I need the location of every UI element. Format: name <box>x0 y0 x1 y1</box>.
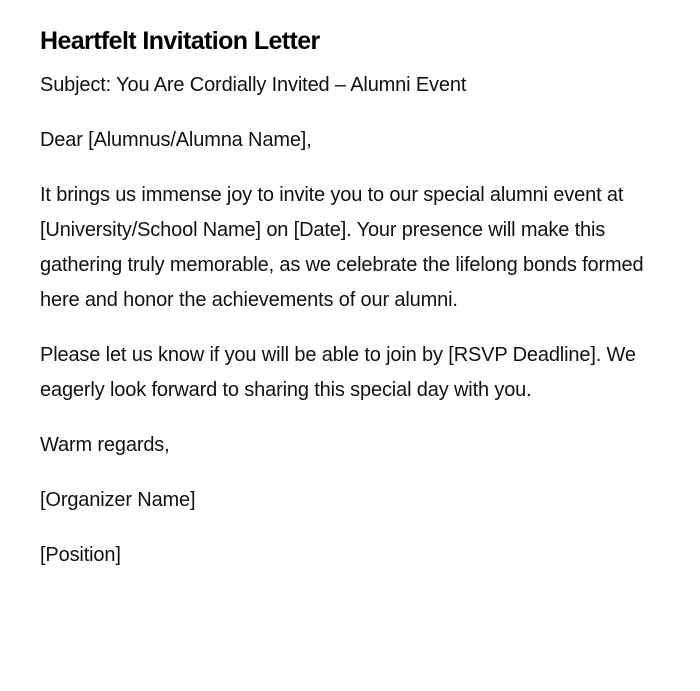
letter-subject: Subject: You Are Cordially Invited – Alumni Event <box>40 74 467 96</box>
signature-name: [Organizer Name] <box>40 489 196 511</box>
letter-title: Heartfelt Invitation Letter <box>40 27 320 55</box>
letter-body-paragraph: Please let us know if you will be able to join by [RSVP Deadline]. We eagerly look forward to sharing this special day with you. <box>40 344 636 401</box>
letter-greeting: Dear [Alumnus/Alumna Name], <box>40 129 312 151</box>
letter-body-paragraph: It brings us immense joy to invite you to our special alumni event at [University/School Name] on [Date]. Your presence will make this gathering truly memorable, as we celebrate the lifelong bonds formed here and honor the achievements of our alumni. <box>40 184 644 311</box>
signature-position: [Position] <box>40 544 121 566</box>
letter-closing: Warm regards, <box>40 434 170 456</box>
